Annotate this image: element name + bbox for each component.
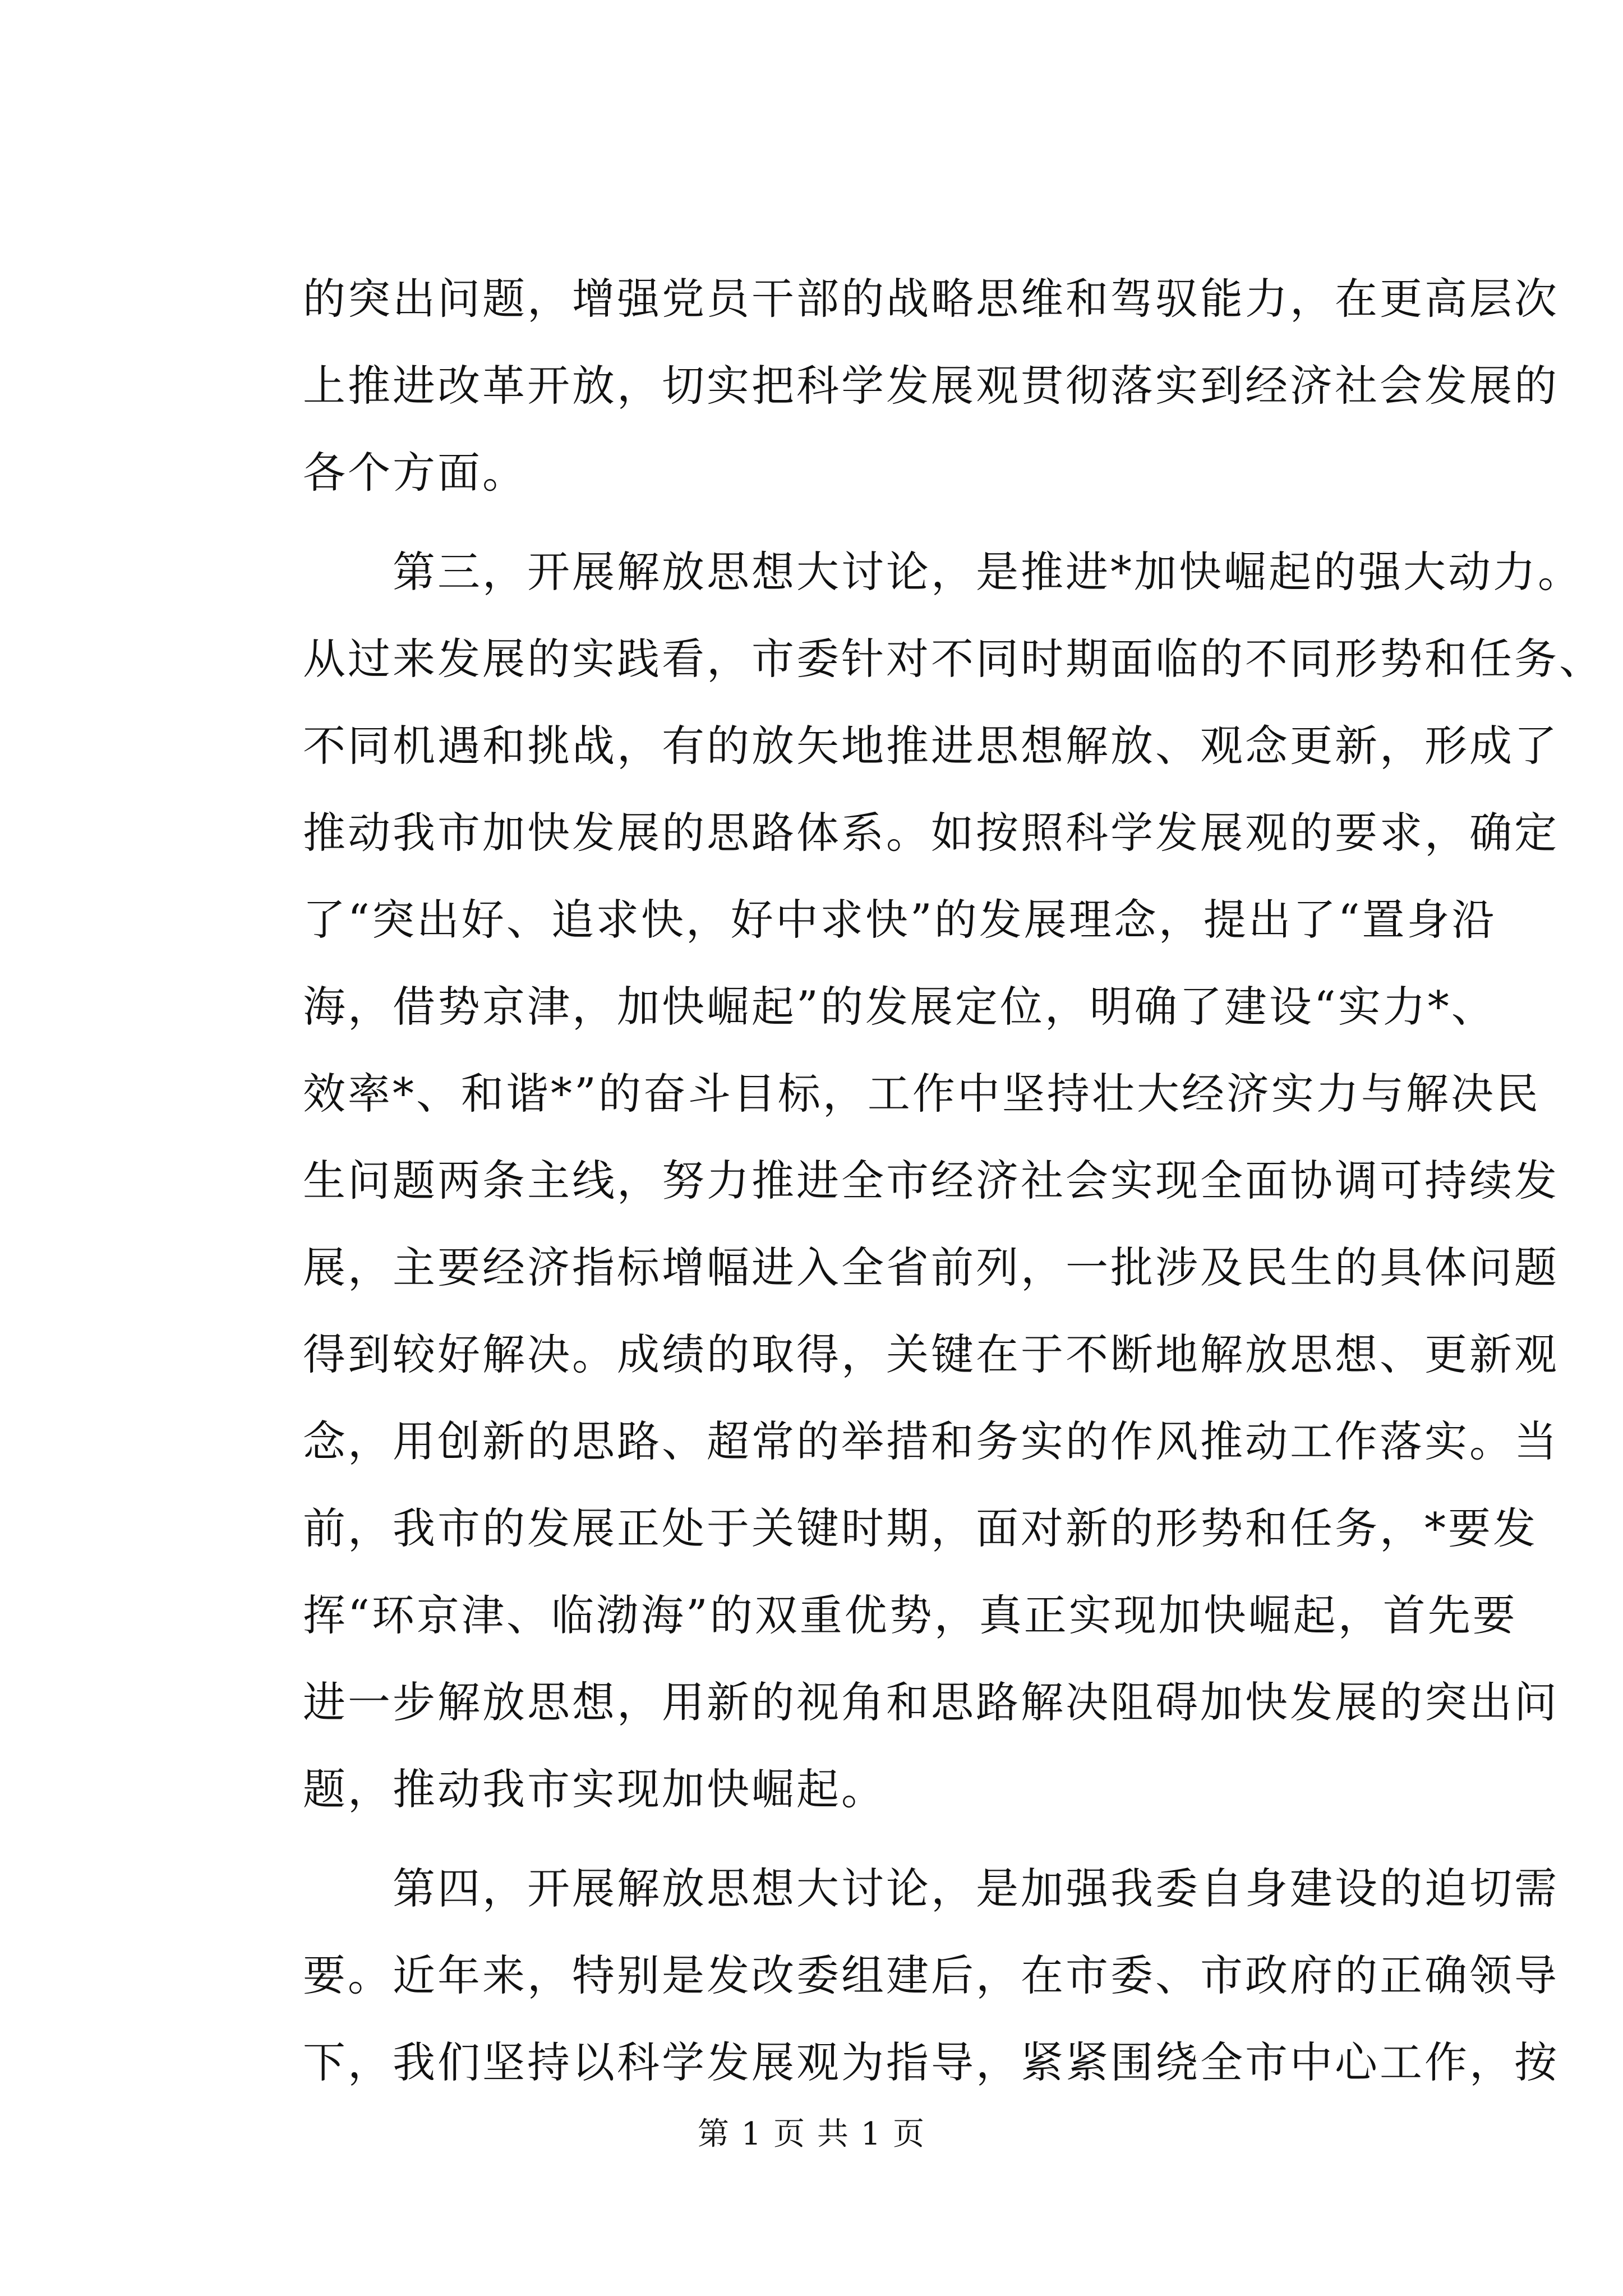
text-line: 了“突出好、追求快，好中求快”的发展理念，提出了“置身沿	[303, 895, 1497, 945]
text-line: 进一步解放思想，用新的视角和思路解决阻碍加快发展的突出问	[303, 1677, 1559, 1727]
text-line: 第四，开展解放思想大讨论，是加强我委自身建设的迫切需	[303, 1864, 1559, 1913]
text-line: 得到较好解决。成绩的取得，关键在于不断地解放思想、更新观	[303, 1329, 1559, 1379]
page-footer: 第 1 页 共 1 页	[697, 2116, 926, 2152]
text-line: 海，借势京津，加快崛起”的发展定位，明确了建设“实力*、	[303, 982, 1496, 1032]
text-line: 挥“环京津、临渤海”的双重优势，真正实现加快崛起，首先要	[303, 1590, 1518, 1640]
text-line: 不同机遇和挑战，有的放矢地推进思想解放、观念更新，形成了	[303, 721, 1559, 771]
text-line: 效率*、和谐*”的奋斗目标，工作中坚持壮大经济实力与解决民	[303, 1069, 1541, 1119]
text-line: 第三，开展解放思想大讨论，是推进*加快崛起的强大动力。	[303, 547, 1583, 597]
text-line: 念，用创新的思路、超常的举措和务实的作风推动工作落实。当	[303, 1416, 1559, 1466]
text-line: 上推进改革开放，切实把科学发展观贯彻落实到经济社会发展的	[303, 361, 1559, 411]
text-line: 生问题两条主线，努力推进全市经济社会实现全面协调可持续发	[303, 1156, 1559, 1205]
text-line: 题，推动我市实现加快崛起。	[303, 1764, 886, 1814]
text-line: 推动我市加快发展的思路体系。如按照科学发展观的要求，确定	[303, 808, 1559, 858]
text-line: 展，主要经济指标增幅进入全省前列，一批涉及民生的具体问题	[303, 1243, 1559, 1292]
text-line: 下，我们坚持以科学发展观为指导，紧紧围绕全市中心工作，按	[303, 2037, 1559, 2087]
text-line: 要。近年来，特别是发改委组建后，在市委、市政府的正确领导	[303, 1950, 1559, 2000]
body-text	[303, 255, 1604, 2106]
text-line: 各个方面。	[303, 448, 527, 498]
text-line: 从过来发展的实践看，市委针对不同时期面临的不同形势和任务、	[303, 634, 1604, 684]
text-line: 前，我市的发展正处于关键时期，面对新的形势和任务，*要发	[303, 1503, 1538, 1553]
text-line: 的突出问题，增强党员干部的战略思维和驾驭能力，在更高层次	[303, 274, 1559, 324]
